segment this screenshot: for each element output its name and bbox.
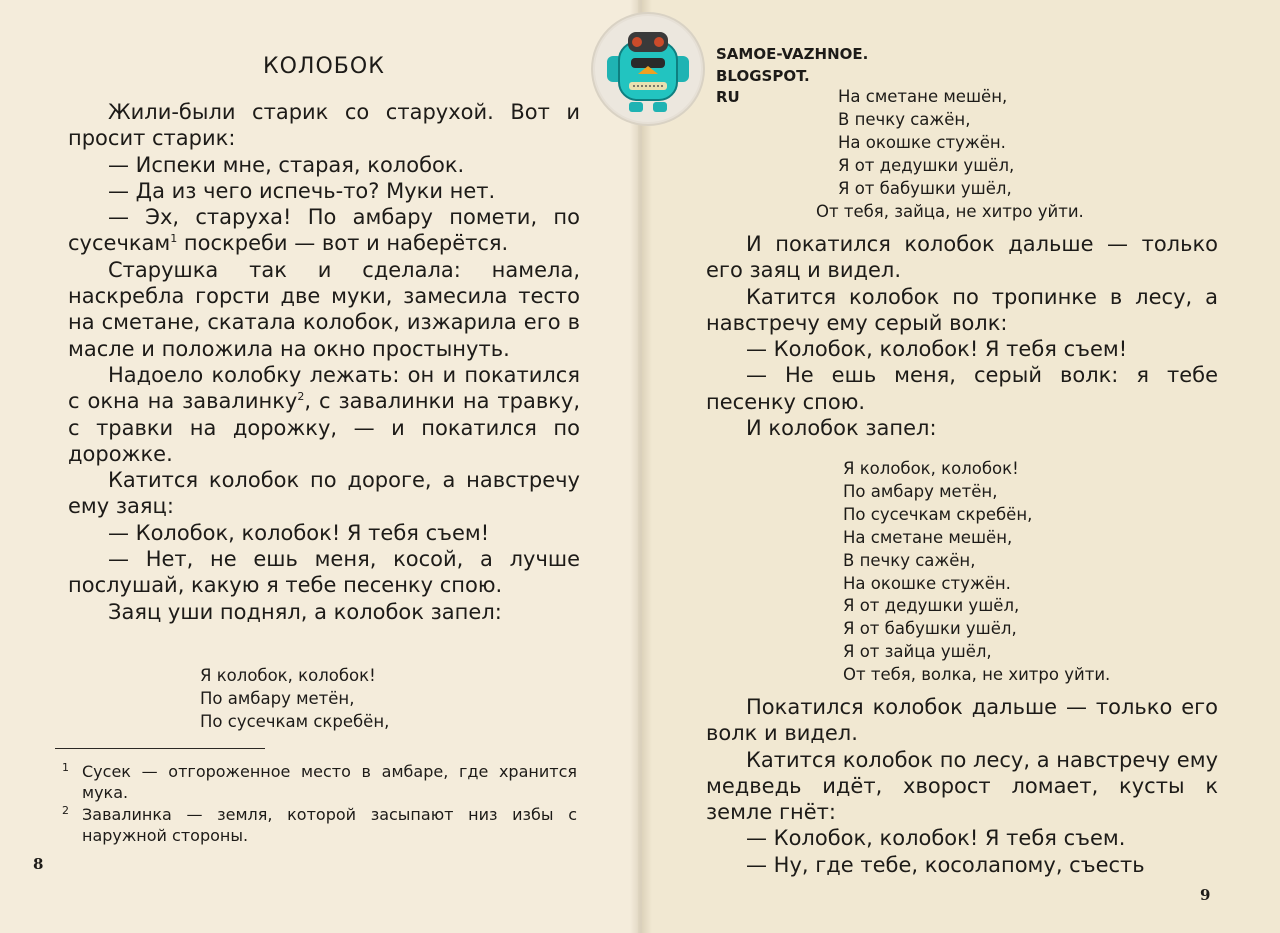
song-verse: [200, 665, 389, 734]
page-number: 9: [1200, 886, 1211, 904]
verse-line: От тебя, зайца, не хитро уйти.: [816, 201, 1084, 221]
verse-line: По амбару метён,: [843, 481, 998, 501]
verse-line: От тебя, волка, не хитро уйти.: [843, 665, 1111, 685]
page-number: 8: [33, 855, 44, 873]
footnote-ref: 2: [297, 390, 305, 404]
paragraph: — Не ешь меня, серый волк: я тебе песенку спою.: [706, 363, 1218, 414]
verse-line: По сусечкам скребён,: [843, 504, 1033, 524]
left-prose: [68, 99, 580, 625]
paragraph: Катится колобок по тропинке в лесу, а навстречу ему серый волк:: [706, 284, 1218, 335]
paragraph: Заяц уши поднял, а колобок запел:: [108, 599, 502, 624]
paragraph: Катится колобок по лесу, а навстречу ему медведь идёт, хворост ломает, кусты к земле гнёт:: [706, 747, 1218, 825]
paragraph: Жили-были старик со старухой. Вот и просит старик:: [68, 100, 580, 151]
robot-logo: [593, 14, 703, 124]
verse-line: Я от дедушки ушёл,: [843, 596, 1020, 616]
paragraph: — Да из чего испечь-то? Муки нет.: [108, 178, 496, 203]
paragraph: — Колобок, колобок! Я тебя съем.: [746, 826, 1126, 851]
verse-line: По амбару метён,: [200, 688, 355, 708]
verse-line: Я от бабушки ушёл,: [838, 178, 1012, 198]
verse-line: Я колобок, колобок!: [200, 666, 376, 685]
robot-icon: [593, 14, 703, 124]
verse-line: В печку сажён,: [838, 109, 971, 129]
paragraph: — Колобок, колобок! Я тебя съем!: [746, 337, 1128, 362]
verse-line: На сметане мешён,: [838, 87, 1008, 106]
right-prose-b: [706, 694, 1218, 878]
verse-line: Я от бабушки ушёл,: [843, 619, 1017, 639]
footnote: 1 Сусек — отгороженное место в амбаре, где хранится мука.: [62, 761, 577, 802]
paragraph: — Нет, не ешь меня, косой, а лучше послушай, какую я тебе песенку спою.: [68, 547, 580, 598]
footnote-divider: [55, 748, 265, 749]
paragraph: — Колобок, колобок! Я тебя съем!: [108, 520, 490, 545]
paragraph: И покатился колобок дальше — только его заяц и видел.: [706, 232, 1218, 283]
verse-line: В печку сажён,: [843, 550, 976, 570]
paragraph: И колобок запел:: [746, 416, 937, 441]
song-verse-2: [843, 458, 1110, 687]
book-spine: [630, 0, 652, 933]
verse-line: Я от зайца ушёл,: [843, 642, 992, 662]
paragraph: — Ну, где тебе, косолапому, съесть: [746, 852, 1145, 877]
song-verse-end: [816, 86, 1084, 223]
verse-line: Я от дедушки ушёл,: [838, 155, 1015, 175]
page-title: КОЛОБОК: [263, 54, 385, 79]
verse-line: На сметане мешён,: [843, 527, 1013, 547]
footnote: 2 Завалинка — земля, которой засыпают низ избы с наружной стороны.: [62, 804, 577, 845]
paragraph: Старушка так и сделала: намела, наскребла горсти две муки, замесила тесто на сметане, скатала колобок, изжарила его в масле и положила на окно простынуть.: [68, 257, 580, 361]
footnotes: [62, 762, 577, 848]
paragraph: Катится колобок по дороге, а навстречу ему заяц:: [68, 468, 580, 519]
paragraph: — Эх, старуха! По амбару помети, по сусечкам$^1$ поскреби — вот и наберётся.: [68, 205, 580, 256]
watermark-text: SAMOE-VAZHNOE. BLOGSPOT. RU: [716, 45, 869, 106]
paragraph: Надоело колобку лежать: он и покатился с окна на завалинку$^2$, с завалинки на травку, с травки на дорожку, — и покатился по дорожке.: [68, 362, 580, 466]
paragraph: — Испеки мне, старая, колобок.: [108, 152, 465, 177]
paragraph: Покатился колобок дальше — только его волк и видел.: [706, 695, 1218, 746]
verse-line: Я колобок, колобок!: [843, 459, 1019, 478]
footnote-ref: 1: [170, 232, 178, 246]
verse-line: По сусечкам скребён,: [200, 711, 390, 731]
verse-line: На окошке стужён.: [843, 573, 1011, 593]
right-prose-a: [706, 231, 1218, 441]
verse-line: На окошке стужён.: [838, 132, 1006, 152]
